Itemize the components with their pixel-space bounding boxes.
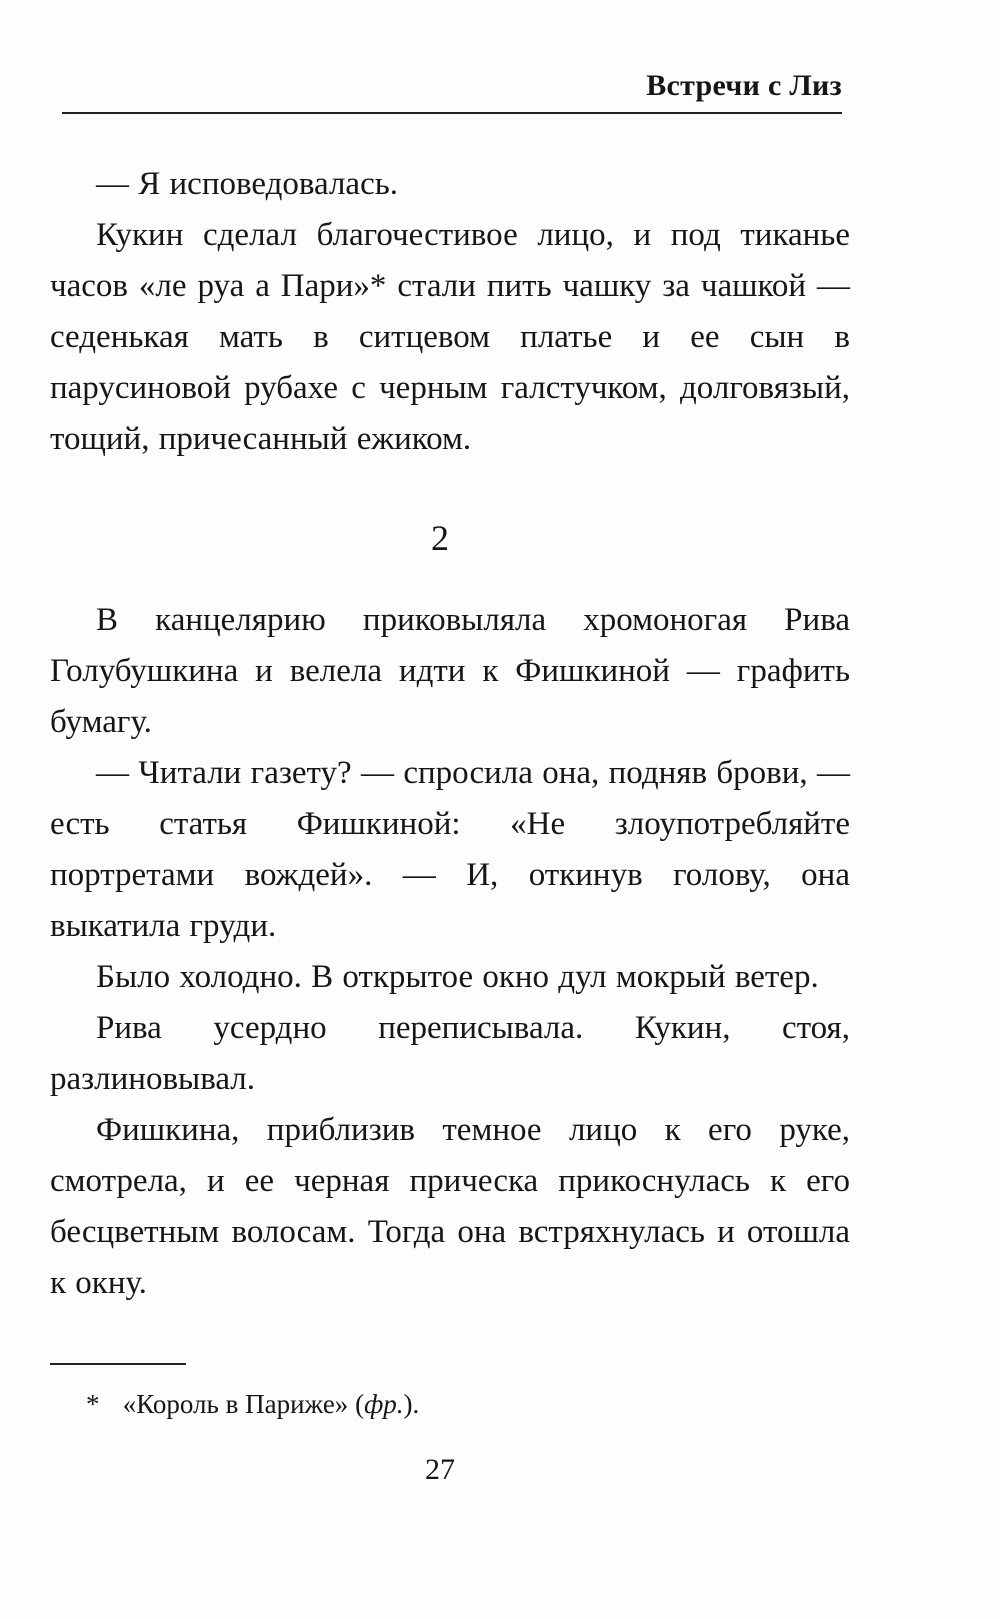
paragraph-cold-wind: Было холодно. В открытое окно дул мокрый ветер. — [96, 959, 819, 995]
footnote-language: фр. — [364, 1389, 404, 1419]
paragraph-copying: Рива усердно переписывала. Кукин, стоя, разлиновывал. — [50, 1010, 850, 1097]
footnote-text: «Король в Париже» — [122, 1389, 349, 1419]
page-number: 27 — [425, 1453, 455, 1486]
running-head-title: Встречи с Лиз — [646, 69, 842, 102]
running-head — [62, 66, 842, 114]
paragraph-office: В канцелярию приковыляла хромоногая Рива Голубушкина и велела идти к Фишкиной — графить бумагу. — [50, 602, 850, 740]
paragraph-confession: — Я исповедовалась. — [96, 166, 399, 202]
footnote — [86, 1386, 419, 1422]
text-block-before-section — [50, 159, 850, 465]
text-block-section-2 — [50, 595, 850, 1309]
footnote-language-open: ( — [355, 1389, 365, 1419]
paragraph-fishkina: Фишкина, приблизив темное лицо к его руке, смотрела, и ее черная прическа прикоснулась к его бесцветным волосам. Тогда она встряхнулась и отошла к окну. — [50, 1112, 850, 1301]
paragraph-newspaper: — Читали газету? — спросила она, подняв брови, — есть статья Фишкиной: «Не злоупотребляйте портретами вождей». — И, откинув голову, она выкатила груди. — [50, 755, 850, 944]
footnote-language-close: ). — [403, 1389, 420, 1419]
footnote-mark: * — [86, 1389, 100, 1419]
paragraph-tea-drinking: Кукин сделал благочестивое лицо, и под тиканье часов «ле руа а Пари»* стали пить чашку за чашкой — седенькая мать в ситцевом платье и ее сын в парусиновой рубахе с черным галстучком, долговязый, тощий, причесанный ежиком. — [50, 217, 850, 457]
footnote-rule — [50, 1363, 186, 1365]
section-number: 2 — [431, 518, 449, 558]
